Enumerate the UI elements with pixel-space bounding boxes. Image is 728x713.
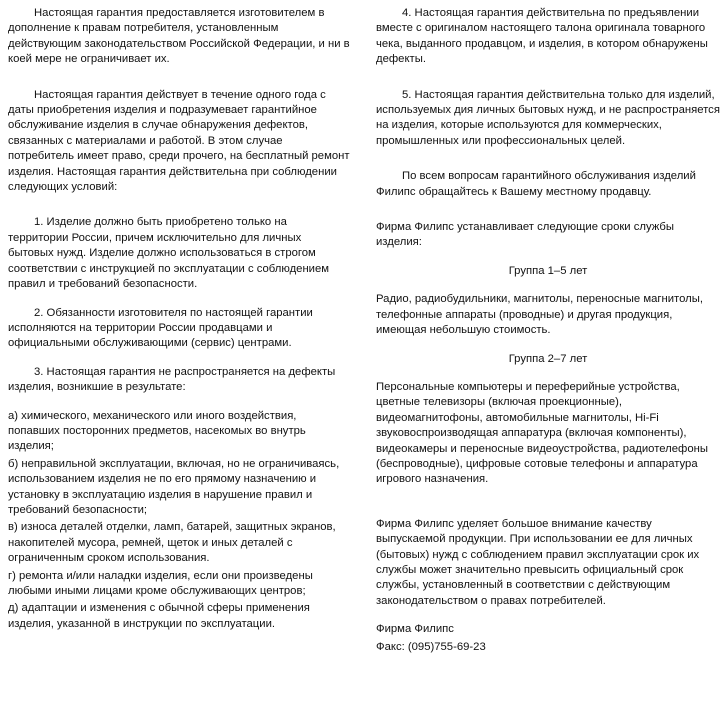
two-column-layout (8, 6, 720, 713)
para-condition-5: 5. Настоящая гарантия действительна только для изделий, используемых дия личных бытовых нужд, и не распространяется на изделия, которые используются для коммерческих, промышленных или профессиональных целей. (376, 88, 720, 147)
left-text-column (8, 6, 364, 634)
para-contact-seller: По всем вопросам гарантийного обслуживания изделий Филипс обращайтесь к Вашему местному продавцу. (376, 170, 696, 198)
para-quality-note: Фирма Филипс уделяет большое внимание качеству выпускаемой продукции. При использовании ее для личных (бытовых) нужд с соблюдением правил эксплуатации срок их службы может значительно превысить официальный срок службы, установленный в соответствии с действующим законодательством о правах потребителей. (376, 517, 700, 607)
para-condition-2: 2. Обязанности изготовителя по настоящей гарантии исполняются на территории России продавцами и официальными обслуживающими (сервис) центрами. (8, 306, 313, 350)
para-condition-3: 3. Настоящая гарантия не распространяется на дефекты изделия, возникшие в результате: (8, 365, 336, 394)
para-exclusion-g: г) ремонта и/или наладки изделия, если они произведены любыми иными лицами кроме обслуживающих центров; (8, 569, 313, 597)
para-condition-1: 1. Изделие должно быть приобретено только на территории России, причем исключительно для личных бытовых нужд. Изделие должно использоваться в строгом соответствии с инструкцией по эксплуатации с соблюдением правил и требований безопасности. (8, 216, 330, 291)
para-group-2-items: Персональные компьютеры и переферийные устройства, цветные телевизоры (включая проекционные), видеомагнитофоны, автомобильные магнитолы, Hi-Fi звуковоспроизводящая аппаратура (включая компоненты), видеокамеры и переносные видеоустройства, радиотелефоны (беспроводные), цифровые сотовые телефоны и аппаратура игрового назначения. (376, 380, 708, 486)
heading-group-1: Группа 1–5 лет (508, 264, 588, 277)
para-exclusion-v: в) износа деталей отделки, ламп, батарей, защитных экранов, накопителей мусора, ремней, щеток и иных деталей с ограниченным сроком использования. (8, 521, 336, 565)
para-company-fax: Факс: (095)755-69-23 (376, 640, 486, 653)
heading-group-2: Группа 2–7 лет (508, 352, 588, 365)
right-text-column (364, 6, 720, 657)
para-group-1-items: Радио, радиобудильники, магнитолы, переносные магнитолы, телефонные аппараты (проводные) и другая продукция, имеющая небольшую стоимость. (376, 293, 703, 337)
para-company-name: Фирма Филипс (376, 623, 454, 636)
para-warranty-term: Настоящая гарантия действует в течение одного года с даты приобретения изделия и подразумевает гарантийное обслуживание изделия в случае обнаружения дефектов, связанных с материалами и работой. В этом случае потребитель имеет право, среди прочего, на бесплатный ремонт изделия. Настоящая гарантия действительна при соблюдении следующих условий: (8, 88, 350, 194)
para-service-life-intro: Фирма Филипс устанавливает следующие сроки службы изделия: (376, 221, 675, 249)
section-spacer (376, 501, 720, 517)
para-condition-4: 4. Настоящая гарантия действительна по предъявлении вместе с оригиналом настоящего талона оригинала товарного чека, выданного продавцом, и изделия, в котором обнаружены дефекты. (376, 7, 708, 66)
para-exclusion-a: а) химического, механического или иного воздействия, попавших посторонних предметов, насекомых во внутрь изделия; (8, 409, 306, 453)
para-exclusion-d: д) адаптации и изменения с обычной сферы применения изделия, указанной в инструкции по эксплуатации. (8, 602, 310, 630)
para-warranty-scope: Настоящая гарантия предоставляется изготовителем в дополнение к правам потребителя, установленным действующим законодательством Российской Федерации, и ни в коей мере не ограничивает их. (8, 7, 350, 66)
para-exclusion-b: б) неправильной эксплуатации, включая, но не ограничиваясь, использованием изделия не по его прямому назначению и установку в эксплуатацию изделия в нарушение правил и требований безопасности; (8, 457, 340, 516)
